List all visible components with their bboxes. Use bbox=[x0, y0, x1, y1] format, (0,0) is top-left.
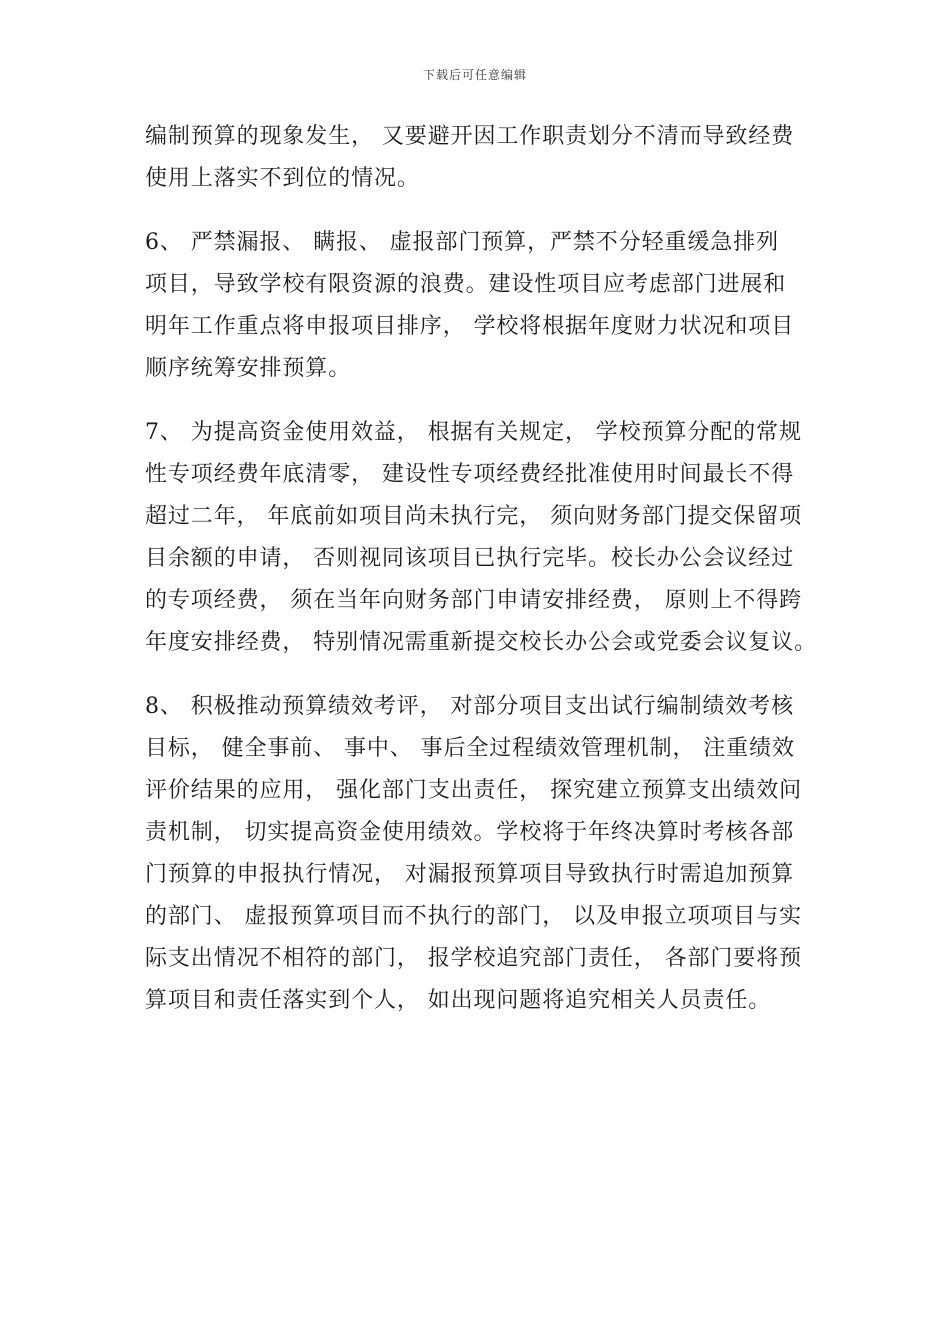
paragraph-item-7 bbox=[145, 412, 817, 664]
text-line: 编制预算的现象发生， 又要避开因工作职责划分不清而导致经费 bbox=[145, 124, 795, 149]
text-line: 明年工作重点将申报项目排序， 学校将根据年度财力状况和项目 bbox=[145, 314, 795, 339]
text-line: 8、 积极推动预算绩效考评， 对部分项目支出试行编制绩效考核 bbox=[145, 694, 794, 719]
text-line: 超过二年， 年底前如项目尚未执行完， 须向财务部门提交保留项 bbox=[145, 504, 802, 529]
paragraph-continuation bbox=[145, 116, 809, 200]
paragraph-item-8 bbox=[145, 686, 809, 1022]
text-line: 算项目和责任落实到个人， 如出现问题将追究相关人员责任。 bbox=[145, 988, 772, 1013]
text-line: 评价结果的应用， 强化部门支出责任， 探究建立预算支出绩效问 bbox=[145, 778, 802, 803]
text-line: 目余额的申请， 否则视同该项目已执行完毕。校长办公会议经过 bbox=[145, 546, 795, 571]
paragraph-item-6 bbox=[145, 222, 809, 390]
text-line: 门预算的申报执行情况， 对漏报预算项目导致执行时需追加预算 bbox=[145, 862, 795, 887]
text-line: 责机制， 切实提高资金使用绩效。学校将于年终决算时考核各部 bbox=[145, 820, 795, 845]
text-line: 性专项经费年底清零， 建设性专项经费经批准使用时间最长不得 bbox=[145, 462, 795, 487]
text-line: 际支出情况不相符的部门， 报学校追究部门责任， 各部门要将预 bbox=[145, 946, 802, 971]
document-body bbox=[145, 116, 817, 1022]
page-header: 下载后可任意编辑 bbox=[422, 68, 527, 82]
text-line: 7、 为提高资金使用效益， 根据有关规定， 学校预算分配的常规 bbox=[145, 420, 802, 445]
text-line: 的部门、 虚报预算项目而不执行的部门， 以及申报立项项目与实 bbox=[145, 904, 802, 929]
text-line: 的专项经费， 须在当年向财务部门申请安排经费， 原则上不得跨 bbox=[145, 588, 802, 613]
text-line: 年度安排经费， 特别情况需重新提交校长办公会或党委会议复议。 bbox=[145, 630, 817, 655]
text-line: 使用上落实不到位的情况。 bbox=[145, 166, 420, 191]
text-line: 项目，导致学校有限资源的浪费。建设性项目应考虑部门进展和 bbox=[145, 272, 787, 297]
text-line: 6、 严禁漏报、 瞒报、 虚报部门预算，严禁不分轻重缓急排列 bbox=[145, 230, 779, 255]
text-line: 顺序统筹安排预算。 bbox=[145, 356, 352, 381]
text-line: 目标， 健全事前、 事中、 事后全过程绩效管理机制， 注重绩效 bbox=[145, 736, 795, 761]
